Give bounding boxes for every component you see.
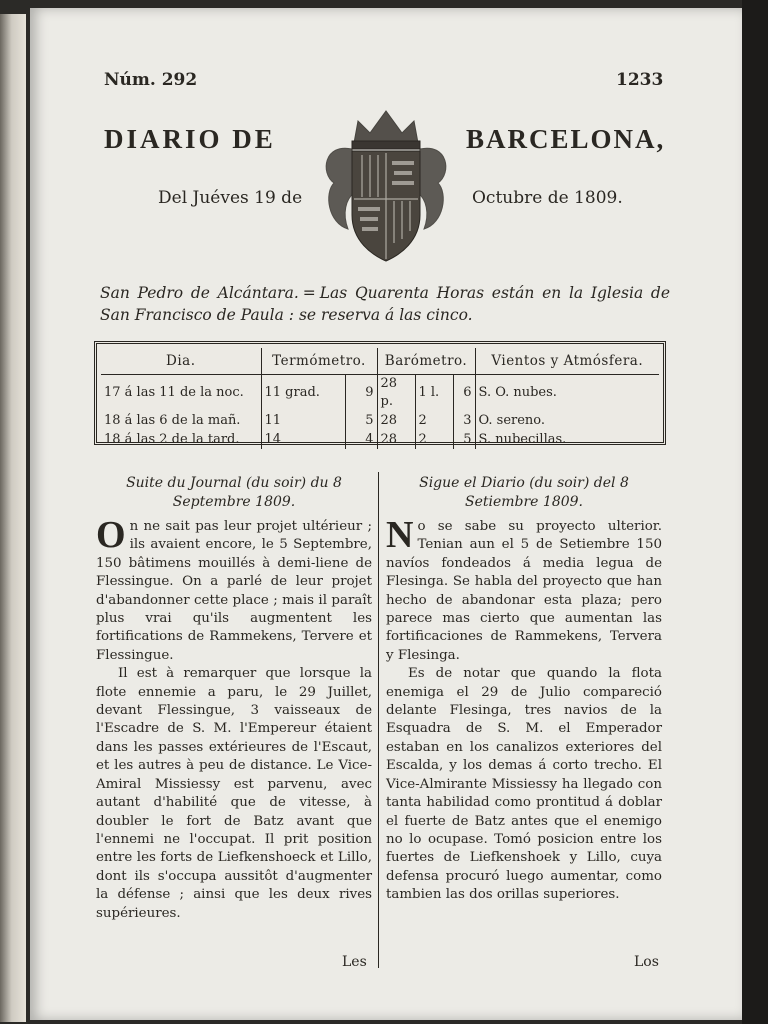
spanish-column [386,474,662,905]
french-paragraph-1-text: n ne sait pas leur projet ultérieur ; ils avaient encore, le 5 Septembre, 150 bâtimens mouillés à demi-liene de Flessingue. On a parlé de leur projet d'abandonner cette place ; mais il paraît plus vrai qu'ils augmentent les fortifications de Rammekens, Tervere et Flessingue. [96,519,372,663]
table-row [101,430,659,449]
cell-barometro-2: 1 l. [415,375,453,412]
cell-barometro-1: 28 [377,411,415,430]
notice-saint: San Pedro de Alcántara. [100,284,299,302]
cell-dia: 18 á las 6 de la mañ. [101,411,261,430]
french-paragraph-1 [96,514,372,665]
left-page-edge [0,14,26,1022]
date-left: Del Juéves 19 de [158,188,303,208]
cell-termometro-2: 9 [345,375,377,412]
spanish-paragraph-1-text: o se sabe su proyecto ulterior. Tenian aun el 5 de Setiembre 150 navíos fondeados á media legua de Flesinga. Se habla del proyecto que han hecho de abandonar esta plaza; pero parece mas cierto que aumentan las fortificaciones de Rammekens, Tervera y Flesinga. [386,519,662,663]
cell-barometro-2: 2 [415,411,453,430]
daily-notice [100,282,670,326]
drop-cap: N [386,514,414,556]
notice-text: Las Quarenta Horas están en la Iglesia de San Francisco de Paula : se reserva á las cinco. [100,284,670,324]
cell-termometro: 11 [261,411,345,430]
spanish-column-heading: Sigue el Diario (du soir) del 8 Setiembre 1809. [419,475,629,510]
table-row [101,411,659,430]
cell-barometro-3: 6 [453,375,475,412]
weather-table-grid [101,348,659,449]
cell-termometro: 14 [261,430,345,449]
french-paragraph-2: Il est à remarquer que lorsque la flote ennemie a paru, le 29 Juillet, devant Flessingue, 3 vaisseaux de l'Escadre de S. M. l'Empereur étaient dans les passes extérieures de l'Escaut, et les autres à peu de distance. Le Vice-Amiral Missiessy est parvenu, avec autant d'habilité que de vitesse, à doubler le fort de Batz avant que l'ennemi ne l'occupat. Il prit position entre les forts de Liefkenshoeck et Lillo, dont ils s'occupa aussitôt d'augmenter la défense ; ainsi que les deux rives supérieures. [96,666,372,921]
french-column-heading: Suite du Journal (du soir) du 8 Septembre 1809. [126,475,342,510]
issue-number: Núm. 292 [104,70,198,90]
cell-termometro: 11 grad. [261,375,345,412]
header-termometro: Termómetro. [261,348,377,375]
header-dia: Dia. [101,348,261,375]
cell-barometro-1: 28 [377,430,415,449]
spanish-paragraph-1 [386,514,662,665]
coat-of-arms-icon [314,103,458,265]
date-right: Octubre de 1809. [472,188,623,208]
cell-dia: 18 á las 2 de la tard. [101,430,261,449]
masthead-title-left: DIARIO DE [104,124,276,154]
notice-dash: = [302,284,316,302]
cell-barometro-1: 28 p. [377,375,415,412]
column-divider [378,472,379,968]
cell-termometro-2: 5 [345,411,377,430]
cell-dia: 17 á las 11 de la noc. [101,375,261,412]
spanish-paragraph-2: Es de notar que quando la flota enemiga el 29 de Julio compareció delante Flesinga, tres navios de la Esquadra de S. M. el Emperador estaban en los canalizos exteriores del Escalda, y los demas á corto trecho. El Vice-Almirante Missiessy ha llegado con tanta habilidad como prontitud á doblar el fuerte de Batz antes que el enemigo no lo ocupase. Tomó posicion entre los fuertes de Liefkenshoek y Lillo, cuya defensa procuró luego aumentar, como tambien las dos orillas superiores. [386,666,662,903]
cell-vientos: S. O. nubes. [478,385,557,400]
table-header-row [101,348,659,375]
cell-barometro-3: 5 [453,430,475,449]
cell-barometro-3: 3 [453,411,475,430]
cell-vientos: O. sereno. [478,412,546,428]
cell-barometro-2: 2 [415,430,453,449]
header-barometro: Barómetro. [377,348,475,375]
catchword-right: Los [634,954,659,970]
table-row [101,375,659,412]
weather-table [94,341,666,445]
header-vientos: Vientos y Atmósfera. [475,348,659,375]
newspaper-page [30,8,742,1020]
french-column [96,474,372,923]
masthead-title-right: BARCELONA, [466,124,666,154]
drop-cap: O [96,514,126,556]
right-background [742,0,768,1024]
cell-termometro-2: 4 [345,430,377,449]
cell-vientos: S. nubecillas. [478,431,567,447]
page-number: 1233 [616,70,664,90]
catchword-left: Les [342,954,367,970]
